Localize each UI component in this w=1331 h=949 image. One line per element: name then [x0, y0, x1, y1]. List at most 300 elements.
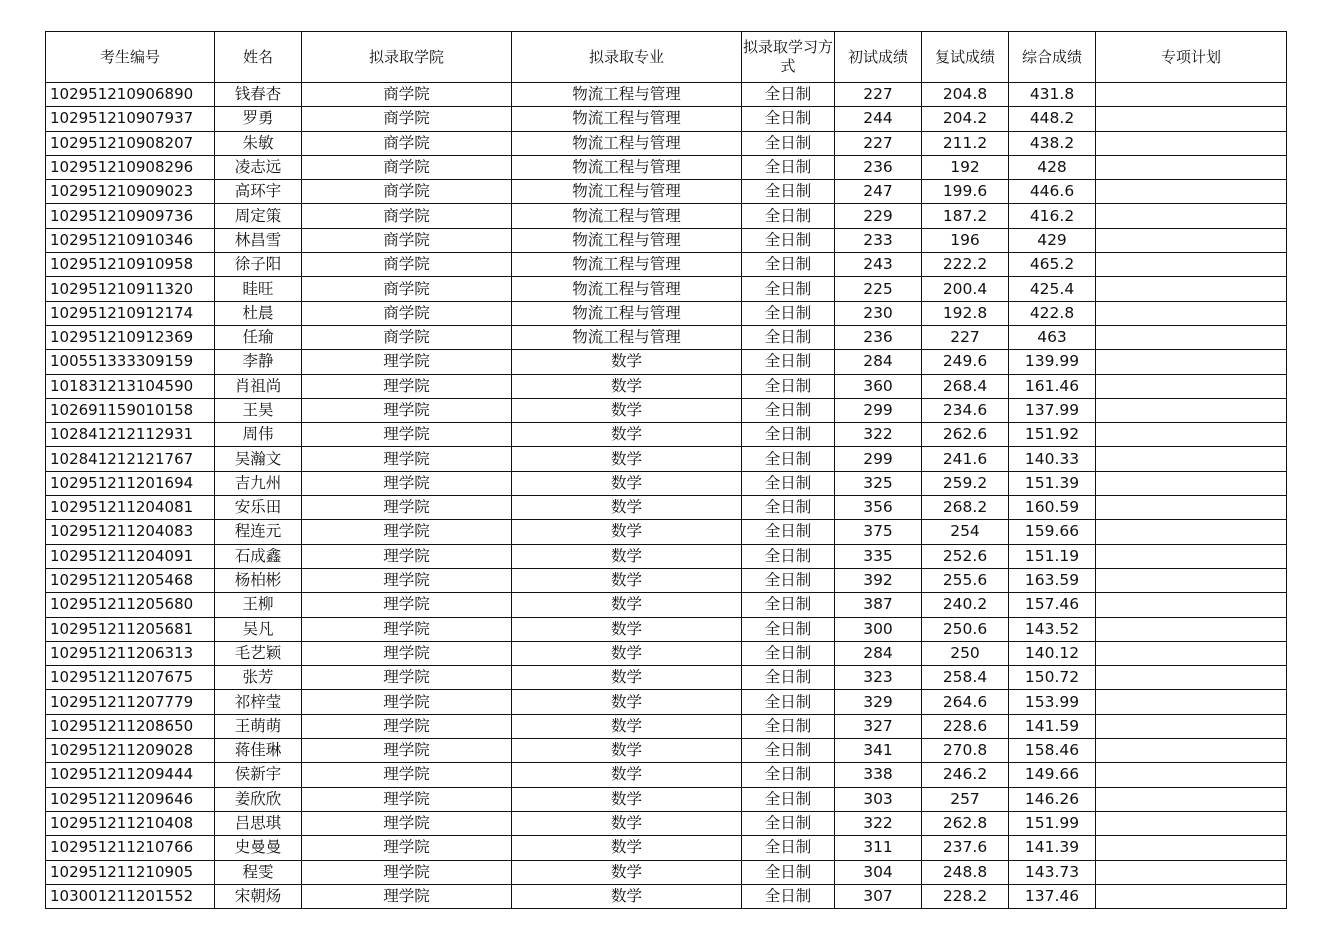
total-score-cell: 143.52	[1009, 617, 1096, 641]
table-row	[46, 860, 1287, 884]
total-score-cell: 137.99	[1009, 398, 1096, 422]
study-mode-cell: 全日制	[742, 666, 835, 690]
major-cell: 数学	[512, 350, 742, 374]
major-cell: 物流工程与管理	[512, 131, 742, 155]
initial-score-cell: 300	[835, 617, 922, 641]
table-row	[46, 374, 1287, 398]
study-mode-cell: 全日制	[742, 593, 835, 617]
college-cell: 理学院	[302, 544, 512, 568]
initial-score-cell: 322	[835, 811, 922, 835]
special-plan-cell	[1096, 763, 1287, 787]
college-cell: 商学院	[302, 253, 512, 277]
exam-id-cell: 102951210912174	[46, 301, 215, 325]
college-cell: 理学院	[302, 350, 512, 374]
initial-score-cell: 325	[835, 471, 922, 495]
college-cell: 商学院	[302, 107, 512, 131]
retest-score-cell: 250.6	[922, 617, 1009, 641]
retest-score-cell: 240.2	[922, 593, 1009, 617]
retest-score-cell: 248.8	[922, 860, 1009, 884]
major-cell: 数学	[512, 398, 742, 422]
total-score-cell: 161.46	[1009, 374, 1096, 398]
special-plan-cell	[1096, 107, 1287, 131]
total-score-cell: 431.8	[1009, 83, 1096, 107]
major-cell: 数学	[512, 617, 742, 641]
study-mode-cell: 全日制	[742, 836, 835, 860]
exam-id-cell: 102951210912369	[46, 325, 215, 349]
major-cell: 数学	[512, 666, 742, 690]
special-plan-cell	[1096, 180, 1287, 204]
name-cell: 侯新宇	[215, 763, 302, 787]
college-cell: 商学院	[302, 301, 512, 325]
initial-score-cell: 323	[835, 666, 922, 690]
table-row	[46, 204, 1287, 228]
college-cell: 理学院	[302, 860, 512, 884]
name-cell: 姜欣欣	[215, 787, 302, 811]
special-plan-cell	[1096, 301, 1287, 325]
table-row	[46, 714, 1287, 738]
college-cell: 理学院	[302, 884, 512, 908]
total-score-cell: 158.46	[1009, 739, 1096, 763]
name-cell: 程雯	[215, 860, 302, 884]
retest-score-cell: 227	[922, 325, 1009, 349]
exam-id-cell: 102841212121767	[46, 447, 215, 471]
exam-id-cell: 102691159010158	[46, 398, 215, 422]
study-mode-cell: 全日制	[742, 811, 835, 835]
major-cell: 数学	[512, 739, 742, 763]
name-cell: 杜晨	[215, 301, 302, 325]
table-row	[46, 350, 1287, 374]
special-plan-cell	[1096, 860, 1287, 884]
study-mode-cell: 全日制	[742, 301, 835, 325]
exam-id-cell: 102951211210905	[46, 860, 215, 884]
table-header-row	[46, 32, 1287, 83]
major-cell: 数学	[512, 641, 742, 665]
name-cell: 朱敏	[215, 131, 302, 155]
name-cell: 周伟	[215, 423, 302, 447]
table-row	[46, 739, 1287, 763]
major-cell: 数学	[512, 860, 742, 884]
total-score-cell: 153.99	[1009, 690, 1096, 714]
total-score-cell: 465.2	[1009, 253, 1096, 277]
initial-score-cell: 360	[835, 374, 922, 398]
total-score-cell: 151.92	[1009, 423, 1096, 447]
table-row	[46, 641, 1287, 665]
major-cell: 数学	[512, 471, 742, 495]
major-cell: 数学	[512, 714, 742, 738]
special-plan-cell	[1096, 666, 1287, 690]
college-cell: 理学院	[302, 520, 512, 544]
major-cell: 物流工程与管理	[512, 277, 742, 301]
special-plan-cell	[1096, 374, 1287, 398]
table-row	[46, 253, 1287, 277]
college-cell: 理学院	[302, 666, 512, 690]
exam-id-cell: 102951211201694	[46, 471, 215, 495]
special-plan-cell	[1096, 884, 1287, 908]
study-mode-cell: 全日制	[742, 763, 835, 787]
study-mode-cell: 全日制	[742, 520, 835, 544]
major-cell: 数学	[512, 447, 742, 471]
name-cell: 程连元	[215, 520, 302, 544]
study-mode-cell: 全日制	[742, 228, 835, 252]
header-total-score: 综合成绩	[1009, 32, 1096, 83]
total-score-cell: 146.26	[1009, 787, 1096, 811]
total-score-cell: 429	[1009, 228, 1096, 252]
total-score-cell: 151.99	[1009, 811, 1096, 835]
exam-id-cell: 102951211207779	[46, 690, 215, 714]
name-cell: 肖祖尚	[215, 374, 302, 398]
study-mode-cell: 全日制	[742, 325, 835, 349]
exam-id-cell: 102951210907937	[46, 107, 215, 131]
major-cell: 物流工程与管理	[512, 253, 742, 277]
exam-id-cell: 102951211207675	[46, 666, 215, 690]
exam-id-cell: 102951211206313	[46, 641, 215, 665]
exam-id-cell: 102951210911320	[46, 277, 215, 301]
college-cell: 理学院	[302, 690, 512, 714]
initial-score-cell: 304	[835, 860, 922, 884]
retest-score-cell: 257	[922, 787, 1009, 811]
initial-score-cell: 327	[835, 714, 922, 738]
college-cell: 理学院	[302, 374, 512, 398]
retest-score-cell: 192	[922, 155, 1009, 179]
admission-sheet	[45, 31, 1286, 909]
college-cell: 理学院	[302, 568, 512, 592]
table-row	[46, 787, 1287, 811]
study-mode-cell: 全日制	[742, 690, 835, 714]
name-cell: 吴瀚文	[215, 447, 302, 471]
initial-score-cell: 299	[835, 447, 922, 471]
name-cell: 蒋佳琳	[215, 739, 302, 763]
exam-id-cell: 102951211204091	[46, 544, 215, 568]
header-retest-score: 复试成绩	[922, 32, 1009, 83]
name-cell: 宋朝炀	[215, 884, 302, 908]
table-row	[46, 836, 1287, 860]
initial-score-cell: 329	[835, 690, 922, 714]
table-row	[46, 617, 1287, 641]
name-cell: 罗勇	[215, 107, 302, 131]
retest-score-cell: 204.8	[922, 83, 1009, 107]
exam-id-cell: 102951211210766	[46, 836, 215, 860]
initial-score-cell: 307	[835, 884, 922, 908]
exam-id-cell: 102951210909736	[46, 204, 215, 228]
initial-score-cell: 387	[835, 593, 922, 617]
name-cell: 张芳	[215, 666, 302, 690]
study-mode-cell: 全日制	[742, 860, 835, 884]
initial-score-cell: 356	[835, 496, 922, 520]
exam-id-cell: 102951211210408	[46, 811, 215, 835]
table-row	[46, 155, 1287, 179]
college-cell: 理学院	[302, 763, 512, 787]
exam-id-cell: 102951211204083	[46, 520, 215, 544]
special-plan-cell	[1096, 641, 1287, 665]
initial-score-cell: 284	[835, 641, 922, 665]
retest-score-cell: 228.2	[922, 884, 1009, 908]
study-mode-cell: 全日制	[742, 447, 835, 471]
name-cell: 高环宇	[215, 180, 302, 204]
total-score-cell: 140.12	[1009, 641, 1096, 665]
exam-id-cell: 102951210906890	[46, 83, 215, 107]
total-score-cell: 425.4	[1009, 277, 1096, 301]
exam-id-cell: 102951210908296	[46, 155, 215, 179]
name-cell: 吉九州	[215, 471, 302, 495]
study-mode-cell: 全日制	[742, 739, 835, 763]
retest-score-cell: 196	[922, 228, 1009, 252]
total-score-cell: 150.72	[1009, 666, 1096, 690]
special-plan-cell	[1096, 496, 1287, 520]
table-row	[46, 471, 1287, 495]
retest-score-cell: 254	[922, 520, 1009, 544]
header-exam-id: 考生编号	[46, 32, 215, 83]
retest-score-cell: 187.2	[922, 204, 1009, 228]
study-mode-cell: 全日制	[742, 398, 835, 422]
exam-id-cell: 101831213104590	[46, 374, 215, 398]
total-score-cell: 163.59	[1009, 568, 1096, 592]
header-name: 姓名	[215, 32, 302, 83]
total-score-cell: 140.33	[1009, 447, 1096, 471]
initial-score-cell: 299	[835, 398, 922, 422]
major-cell: 物流工程与管理	[512, 155, 742, 179]
name-cell: 毛艺颖	[215, 641, 302, 665]
retest-score-cell: 199.6	[922, 180, 1009, 204]
study-mode-cell: 全日制	[742, 277, 835, 301]
study-mode-cell: 全日制	[742, 155, 835, 179]
name-cell: 安乐田	[215, 496, 302, 520]
table-row	[46, 690, 1287, 714]
college-cell: 商学院	[302, 325, 512, 349]
exam-id-cell: 102951211204081	[46, 496, 215, 520]
special-plan-cell	[1096, 690, 1287, 714]
retest-score-cell: 255.6	[922, 568, 1009, 592]
major-cell: 物流工程与管理	[512, 180, 742, 204]
table-row	[46, 301, 1287, 325]
study-mode-cell: 全日制	[742, 107, 835, 131]
major-cell: 数学	[512, 423, 742, 447]
name-cell: 凌志远	[215, 155, 302, 179]
major-cell: 物流工程与管理	[512, 83, 742, 107]
retest-score-cell: 268.4	[922, 374, 1009, 398]
study-mode-cell: 全日制	[742, 374, 835, 398]
retest-score-cell: 241.6	[922, 447, 1009, 471]
major-cell: 数学	[512, 690, 742, 714]
major-cell: 数学	[512, 568, 742, 592]
retest-score-cell: 237.6	[922, 836, 1009, 860]
retest-score-cell: 270.8	[922, 739, 1009, 763]
special-plan-cell	[1096, 593, 1287, 617]
special-plan-cell	[1096, 447, 1287, 471]
total-score-cell: 141.59	[1009, 714, 1096, 738]
total-score-cell: 157.46	[1009, 593, 1096, 617]
major-cell: 数学	[512, 836, 742, 860]
name-cell: 史曼曼	[215, 836, 302, 860]
retest-score-cell: 258.4	[922, 666, 1009, 690]
retest-score-cell: 228.6	[922, 714, 1009, 738]
college-cell: 商学院	[302, 131, 512, 155]
name-cell: 杨柏彬	[215, 568, 302, 592]
table-row	[46, 520, 1287, 544]
college-cell: 理学院	[302, 593, 512, 617]
initial-score-cell: 338	[835, 763, 922, 787]
initial-score-cell: 341	[835, 739, 922, 763]
major-cell: 物流工程与管理	[512, 301, 742, 325]
major-cell: 物流工程与管理	[512, 204, 742, 228]
table-row	[46, 666, 1287, 690]
major-cell: 物流工程与管理	[512, 107, 742, 131]
special-plan-cell	[1096, 714, 1287, 738]
special-plan-cell	[1096, 83, 1287, 107]
table-row	[46, 83, 1287, 107]
name-cell: 徐子阳	[215, 253, 302, 277]
table-row	[46, 496, 1287, 520]
initial-score-cell: 284	[835, 350, 922, 374]
special-plan-cell	[1096, 155, 1287, 179]
exam-id-cell: 102951211209028	[46, 739, 215, 763]
initial-score-cell: 225	[835, 277, 922, 301]
retest-score-cell: 222.2	[922, 253, 1009, 277]
total-score-cell: 143.73	[1009, 860, 1096, 884]
special-plan-cell	[1096, 325, 1287, 349]
study-mode-cell: 全日制	[742, 83, 835, 107]
special-plan-cell	[1096, 544, 1287, 568]
study-mode-cell: 全日制	[742, 253, 835, 277]
total-score-cell: 438.2	[1009, 131, 1096, 155]
study-mode-cell: 全日制	[742, 544, 835, 568]
initial-score-cell: 243	[835, 253, 922, 277]
study-mode-cell: 全日制	[742, 714, 835, 738]
major-cell: 物流工程与管理	[512, 325, 742, 349]
retest-score-cell: 250	[922, 641, 1009, 665]
header-study-mode: 拟录取学习方式	[742, 32, 835, 83]
college-cell: 理学院	[302, 739, 512, 763]
study-mode-cell: 全日制	[742, 131, 835, 155]
name-cell: 王萌萌	[215, 714, 302, 738]
admission-table	[45, 31, 1287, 909]
college-cell: 理学院	[302, 836, 512, 860]
exam-id-cell: 102951211205468	[46, 568, 215, 592]
table-row	[46, 884, 1287, 908]
total-score-cell: 139.99	[1009, 350, 1096, 374]
table-body	[46, 83, 1287, 909]
study-mode-cell: 全日制	[742, 204, 835, 228]
initial-score-cell: 311	[835, 836, 922, 860]
header-special-plan: 专项计划	[1096, 32, 1287, 83]
college-cell: 商学院	[302, 83, 512, 107]
name-cell: 王柳	[215, 593, 302, 617]
study-mode-cell: 全日制	[742, 180, 835, 204]
college-cell: 理学院	[302, 423, 512, 447]
major-cell: 数学	[512, 544, 742, 568]
college-cell: 理学院	[302, 787, 512, 811]
study-mode-cell: 全日制	[742, 496, 835, 520]
name-cell: 林昌雪	[215, 228, 302, 252]
major-cell: 数学	[512, 496, 742, 520]
header-college: 拟录取学院	[302, 32, 512, 83]
exam-id-cell: 102951211209646	[46, 787, 215, 811]
college-cell: 商学院	[302, 228, 512, 252]
table-row	[46, 277, 1287, 301]
name-cell: 王昊	[215, 398, 302, 422]
special-plan-cell	[1096, 568, 1287, 592]
initial-score-cell: 227	[835, 131, 922, 155]
special-plan-cell	[1096, 277, 1287, 301]
college-cell: 理学院	[302, 641, 512, 665]
total-score-cell: 149.66	[1009, 763, 1096, 787]
initial-score-cell: 229	[835, 204, 922, 228]
table-row	[46, 228, 1287, 252]
special-plan-cell	[1096, 204, 1287, 228]
special-plan-cell	[1096, 350, 1287, 374]
total-score-cell: 448.2	[1009, 107, 1096, 131]
exam-id-cell: 102951210910958	[46, 253, 215, 277]
special-plan-cell	[1096, 811, 1287, 835]
college-cell: 理学院	[302, 471, 512, 495]
special-plan-cell	[1096, 423, 1287, 447]
retest-score-cell: 211.2	[922, 131, 1009, 155]
table-row	[46, 544, 1287, 568]
initial-score-cell: 227	[835, 83, 922, 107]
special-plan-cell	[1096, 398, 1287, 422]
exam-id-cell: 102841212112931	[46, 423, 215, 447]
initial-score-cell: 230	[835, 301, 922, 325]
total-score-cell: 137.46	[1009, 884, 1096, 908]
exam-id-cell: 100551333309159	[46, 350, 215, 374]
exam-id-cell: 102951211205681	[46, 617, 215, 641]
total-score-cell: 151.39	[1009, 471, 1096, 495]
table-row	[46, 423, 1287, 447]
college-cell: 商学院	[302, 277, 512, 301]
special-plan-cell	[1096, 787, 1287, 811]
study-mode-cell: 全日制	[742, 884, 835, 908]
exam-id-cell: 102951211209444	[46, 763, 215, 787]
name-cell: 周定策	[215, 204, 302, 228]
college-cell: 理学院	[302, 496, 512, 520]
college-cell: 理学院	[302, 617, 512, 641]
table-row	[46, 593, 1287, 617]
header-major: 拟录取专业	[512, 32, 742, 83]
name-cell: 任瑜	[215, 325, 302, 349]
retest-score-cell: 249.6	[922, 350, 1009, 374]
initial-score-cell: 244	[835, 107, 922, 131]
special-plan-cell	[1096, 617, 1287, 641]
college-cell: 商学院	[302, 204, 512, 228]
table-row	[46, 398, 1287, 422]
total-score-cell: 151.19	[1009, 544, 1096, 568]
study-mode-cell: 全日制	[742, 350, 835, 374]
retest-score-cell: 234.6	[922, 398, 1009, 422]
exam-id-cell: 102951210908207	[46, 131, 215, 155]
initial-score-cell: 247	[835, 180, 922, 204]
special-plan-cell	[1096, 131, 1287, 155]
special-plan-cell	[1096, 471, 1287, 495]
retest-score-cell: 200.4	[922, 277, 1009, 301]
retest-score-cell: 262.6	[922, 423, 1009, 447]
study-mode-cell: 全日制	[742, 617, 835, 641]
total-score-cell: 416.2	[1009, 204, 1096, 228]
college-cell: 理学院	[302, 811, 512, 835]
special-plan-cell	[1096, 520, 1287, 544]
college-cell: 理学院	[302, 398, 512, 422]
name-cell: 眭旺	[215, 277, 302, 301]
table-row	[46, 180, 1287, 204]
retest-score-cell: 252.6	[922, 544, 1009, 568]
table-row	[46, 568, 1287, 592]
table-row	[46, 131, 1287, 155]
initial-score-cell: 375	[835, 520, 922, 544]
retest-score-cell: 192.8	[922, 301, 1009, 325]
name-cell: 石成鑫	[215, 544, 302, 568]
initial-score-cell: 233	[835, 228, 922, 252]
total-score-cell: 141.39	[1009, 836, 1096, 860]
study-mode-cell: 全日制	[742, 641, 835, 665]
name-cell: 祁梓莹	[215, 690, 302, 714]
